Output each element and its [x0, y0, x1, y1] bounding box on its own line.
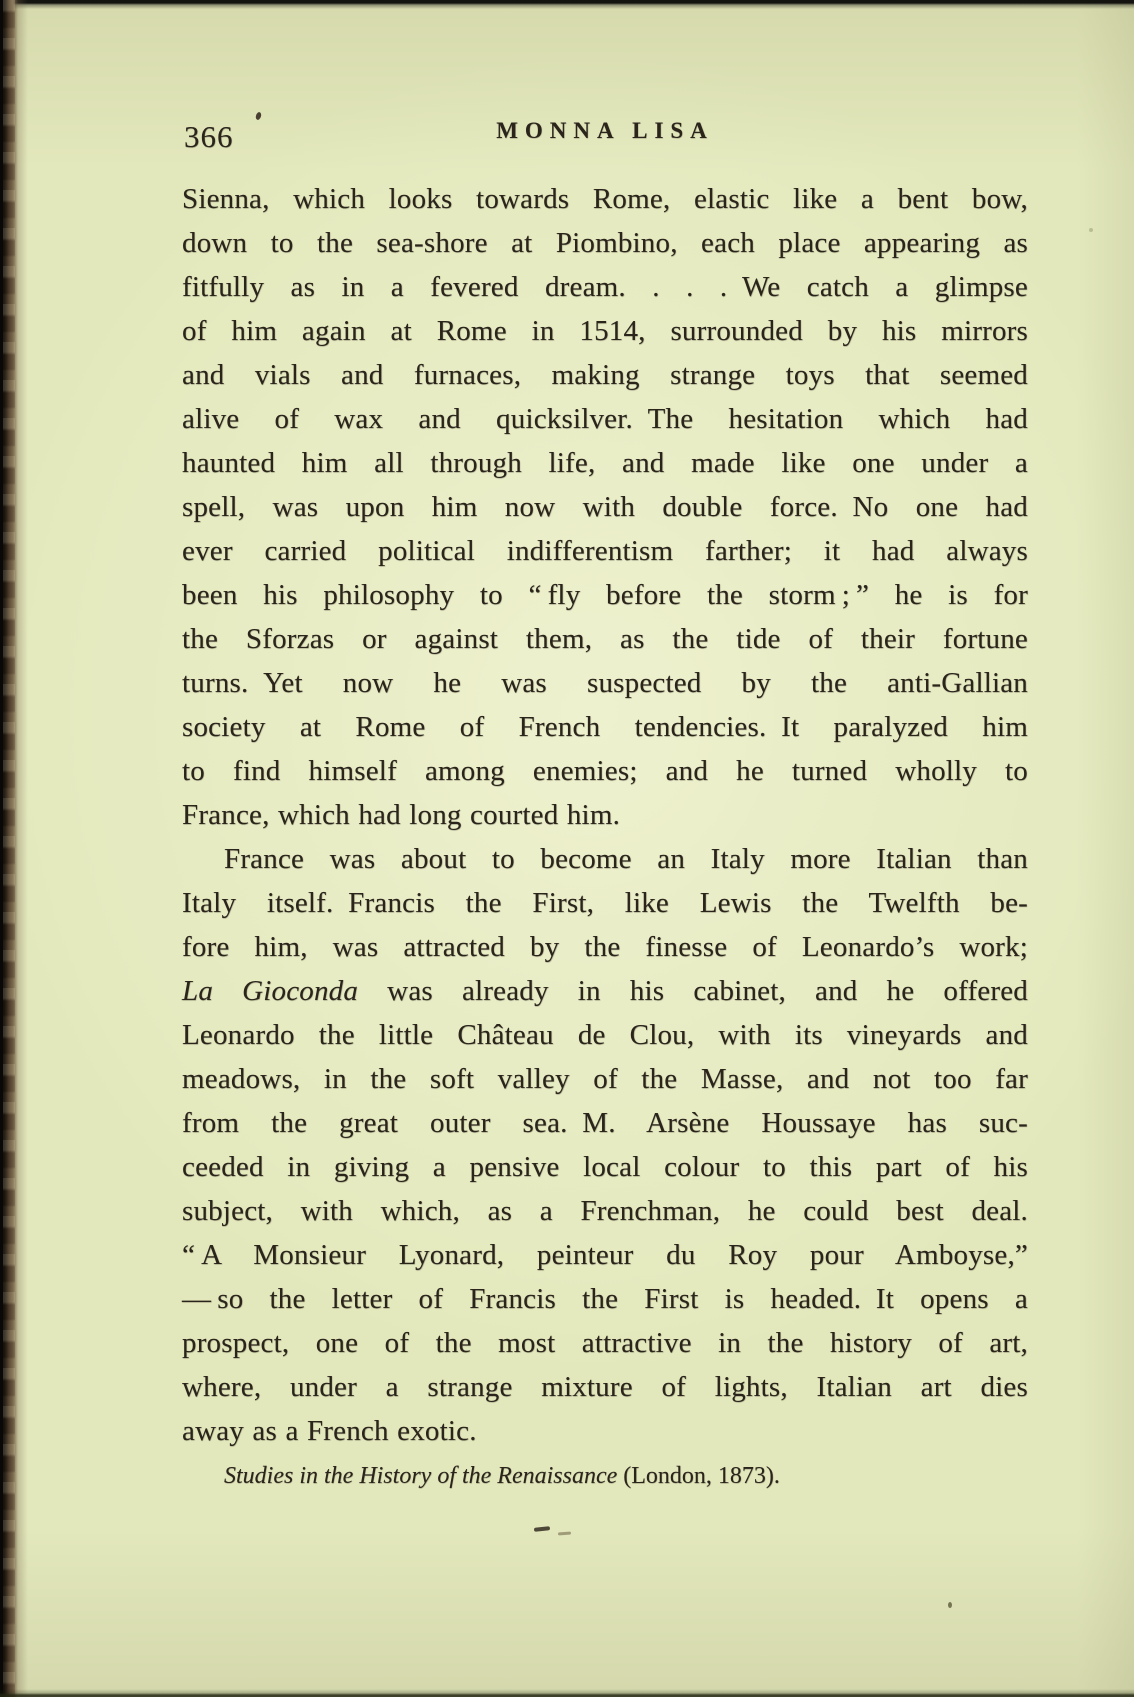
scan-edge-bottom	[0, 1689, 1134, 1697]
text-line: and vials and furnaces, making strange toys that seemed	[182, 359, 1028, 391]
text-line: from the great outer sea. M. Arsène Houssaye has suc-	[182, 1107, 1028, 1139]
text-line: down to the sea-shore at Piombino, each place appearing as	[182, 227, 1028, 259]
text-line: turns. Yet now he was suspected by the anti-Gallian	[182, 667, 1028, 699]
footnote-citation	[224, 1461, 984, 1491]
text-line: subject, with which, as a Frenchman, he could best deal.	[182, 1195, 1028, 1227]
text-line: spell, was upon him now with double force. No one had	[182, 491, 1028, 523]
page-number: 366	[184, 119, 234, 154]
text-line: prospect, one of the most attractive in the history of art,	[182, 1327, 1028, 1359]
text-line: “ A Monsieur Lyonard, peinteur du Roy pour Amboyse,”	[182, 1239, 1028, 1271]
body-text	[182, 177, 1028, 1453]
text-line: away as a French exotic.	[182, 1415, 477, 1447]
ink-speck	[1089, 228, 1093, 232]
text-line: — so the letter of Francis the First is headed. It opens a	[182, 1283, 1028, 1315]
binding-texture	[3, 0, 15, 1697]
text-line: meadows, in the soft valley of the Masse, and not too far	[182, 1063, 1028, 1095]
scan-edge-top	[0, 0, 1134, 9]
text-line: of him again at Rome in 1514, surrounded by his mirrors	[182, 315, 1028, 347]
text-line: Sienna, which looks towards Rome, elastic like a bent bow,	[182, 183, 1028, 215]
pen-mark	[558, 1532, 571, 1536]
text-line: alive of wax and quicksilver. The hesitation which had	[182, 403, 1028, 435]
text-line: haunted him all through life, and made like one under a	[182, 447, 1028, 479]
text-line: to find himself among enemies; and he turned wholly to	[182, 755, 1028, 787]
text-line: fitfully as in a fevered dream. . . . We catch a glimpse	[182, 271, 1028, 303]
running-title: MONNA LISA	[496, 118, 714, 143]
text-line: Leonardo the little Château de Clou, with its vineyards and	[182, 1019, 1028, 1051]
ink-speck	[948, 1602, 952, 1608]
text-line: ceeded in giving a pensive local colour to this part of his	[182, 1151, 1028, 1183]
text-line: fore him, was attracted by the finesse of Leonardo’s work;	[182, 931, 1028, 963]
text-line: where, under a strange mixture of lights, Italian art dies	[182, 1371, 1028, 1403]
book-title-italic: La Gioconda	[182, 975, 359, 1007]
text-line: Italy itself. Francis the First, like Lewis the Twelfth be-	[182, 887, 1028, 919]
text-line: been his philosophy to “ fly before the storm ; ” he is for	[182, 579, 1028, 611]
text-line: France, which had long courted him.	[182, 799, 621, 831]
footnote-title-italic: Studies in the History of the Renaissance	[224, 1463, 618, 1489]
text-line-rest: was already in his cabinet, and he offered	[358, 975, 1029, 1007]
text-line: society at Rome of French tendencies. It paralyzed him	[182, 711, 1028, 743]
pen-mark	[534, 1526, 550, 1532]
text-line: the Sforzas or against them, as the tide of their fortune	[182, 623, 1028, 655]
footnote-publication: (London, 1873).	[617, 1463, 780, 1489]
text-line: France was about to become an Italy more Italian than	[224, 843, 1028, 875]
text-line: ever carried political indifferentism farther; it had always	[182, 535, 1028, 567]
text-line	[182, 969, 1028, 1013]
